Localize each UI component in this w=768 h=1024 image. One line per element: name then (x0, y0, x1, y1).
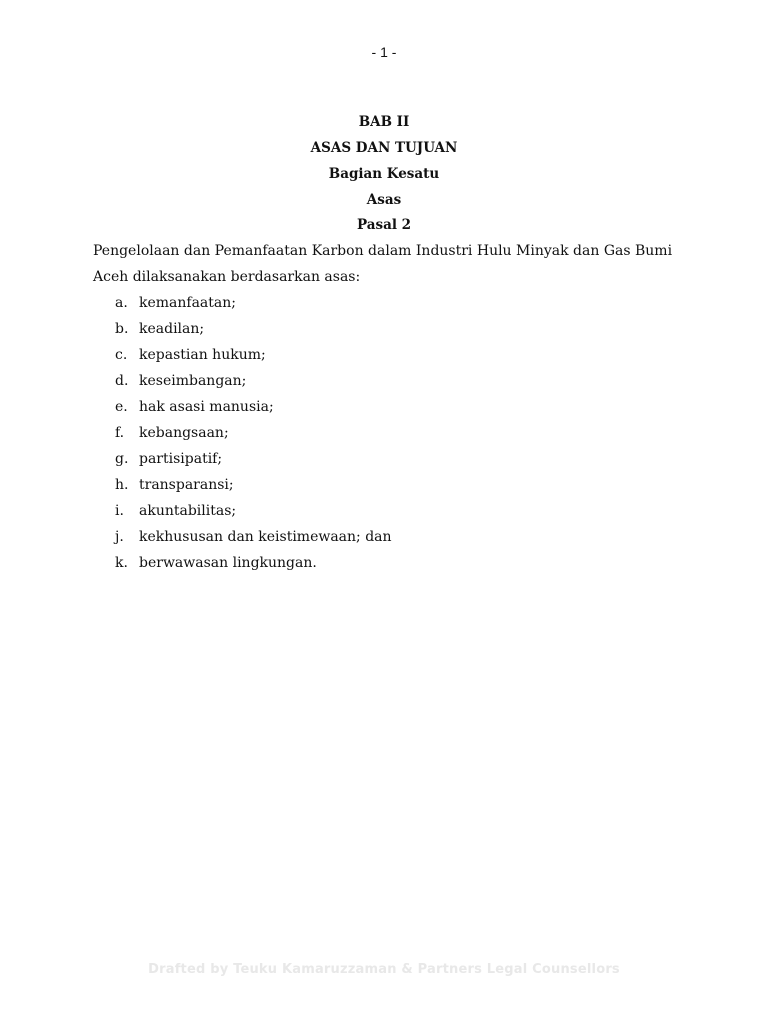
list-item (115, 498, 675, 524)
list-marker: b. (115, 321, 129, 337)
watermark-text: Drafted by Teuku Kamaruzzaman & Partners Legal Counsellors (148, 962, 620, 977)
list-item (115, 290, 675, 316)
list-item-text: hak asasi manusia; (139, 399, 274, 415)
list-item-text: transparansi; (139, 477, 234, 493)
intro-paragraph: Pengelolaan dan Pemanfaatan Karbon dalam Industri Hulu Minyak dan Gas Bumi Aceh dilaksanakan berdasarkan asas: (93, 243, 673, 285)
list-item-text: keseimbangan; (139, 373, 247, 389)
principles-list (115, 290, 675, 576)
part-title: Asas (366, 192, 402, 208)
list-item-text: kekhususan dan keistimewaan; dan (139, 529, 392, 545)
list-marker: a. (115, 295, 128, 311)
chapter-heading: BAB II (358, 114, 410, 130)
list-item-text: kemanfaatan; (139, 295, 236, 311)
list-marker: k. (115, 555, 128, 571)
list-marker: i. (115, 503, 124, 519)
list-marker: j. (115, 529, 124, 545)
list-item (115, 550, 675, 576)
list-item (115, 472, 675, 498)
list-item-text: keadilan; (139, 321, 205, 337)
list-marker: f. (115, 425, 125, 441)
list-item-text: berwawasan lingkungan. (139, 555, 317, 571)
list-item (115, 394, 675, 420)
list-item (115, 342, 675, 368)
list-marker: e. (115, 399, 128, 415)
list-item-text: partisipatif; (139, 451, 223, 467)
list-marker: d. (115, 373, 129, 389)
article-heading: Pasal 2 (356, 217, 412, 233)
list-item (115, 524, 675, 550)
list-item (115, 316, 675, 342)
chapter-title: ASAS DAN TUJUAN (310, 140, 458, 156)
list-marker: c. (115, 347, 128, 363)
page-number: - 1 - (371, 44, 397, 60)
list-item-text: kebangsaan; (139, 425, 229, 441)
list-item (115, 446, 675, 472)
list-item-text: kepastian hukum; (139, 347, 266, 363)
part-heading: Bagian Kesatu (328, 166, 440, 182)
list-marker: h. (115, 477, 129, 493)
list-item (115, 420, 675, 446)
list-marker: g. (115, 451, 129, 467)
list-item-text: akuntabilitas; (139, 503, 237, 519)
list-item (115, 368, 675, 394)
